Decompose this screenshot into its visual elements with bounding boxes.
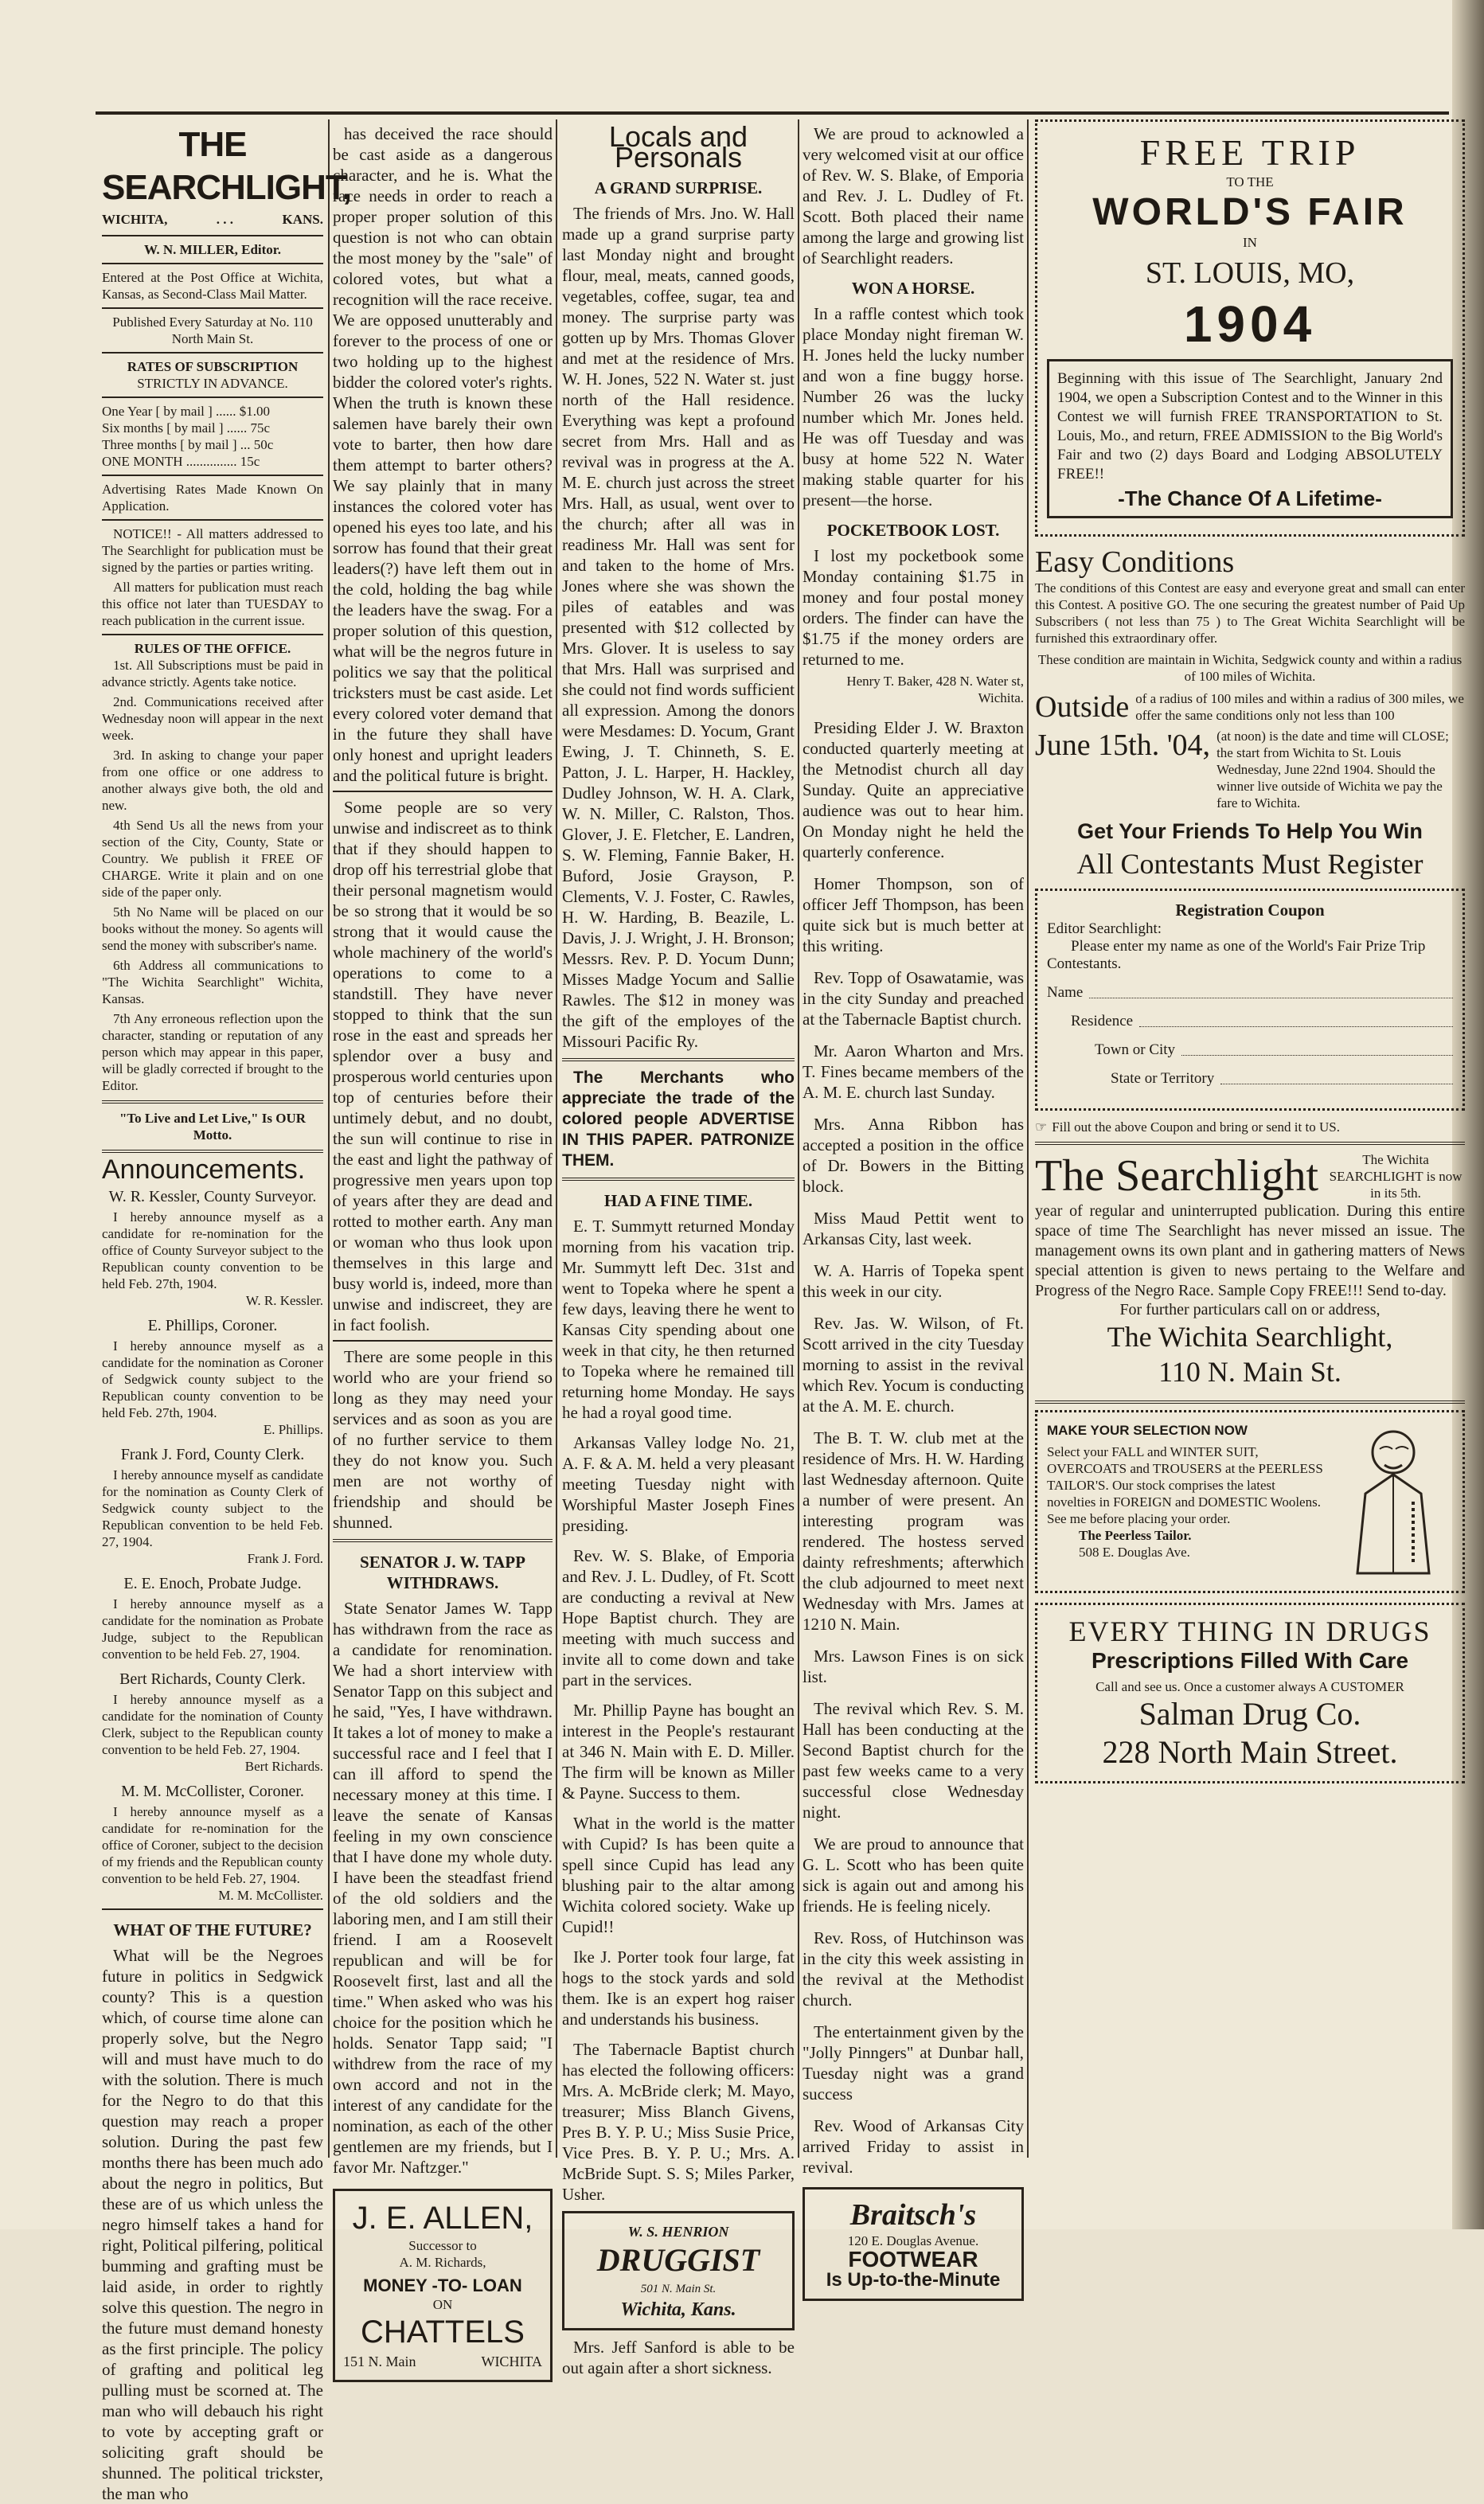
field-label: Name: [1047, 984, 1084, 1001]
candidate-signature: Bert Richards.: [244, 1759, 323, 1774]
june-text: (at noon) is the date and time will CLOSE; the start from Wichita to St. Louis Wednesday, June 22nd 1904. Should the winner live outside of Wichita we pay the fare to Wichita.: [1216, 729, 1449, 811]
coupon-field-state[interactable]: [1047, 1070, 1453, 1088]
allen-address-row: [343, 2351, 542, 2372]
field-label: State or Territory: [1111, 1070, 1215, 1087]
local-item: Ike J. Porter took four large, fat hogs to the stock yards and sold them. Ike is an expert hog raiser and understands his business.: [562, 1947, 795, 2029]
drug-title: EVERY THING IN DRUGS: [1068, 1615, 1431, 1647]
rate-item: Six months [ by mail ] ...... 75c: [102, 420, 271, 436]
column-2: [333, 123, 553, 2369]
searchlight-ad-title: The Searchlight: [1035, 1151, 1319, 1201]
candidate-name: E. E. Enoch, Probate Judge.: [123, 1575, 302, 1592]
finetime-title: HAD A FINE TIME.: [603, 1191, 753, 1210]
allen-successor: Successor to: [408, 2238, 477, 2253]
local-item: Rev. Jas. W. Wilson, of Ft. Scott arrived in the city Tuesday morning to assist in the revival which Rev. Yocum is conducting at the A. M. E. church.: [803, 1314, 1024, 1416]
announcements-title: Announcements.: [102, 1154, 306, 1185]
local-item: Rev. W. S. Blake, of Emporia and Rev. J. L. Dudley, of Ft. Scott are conducting a revival at New Hope Baptist church. They are meeting with much success and invite all to come down and take part in the services.: [562, 1546, 795, 1690]
easy-row: [1035, 545, 1465, 580]
column-rule: [556, 119, 557, 2158]
pocket-title: POCKETBOOK LOST.: [826, 521, 1000, 540]
candidate-name: W. R. Kessler, County Surveyor.: [108, 1188, 317, 1205]
field-line[interactable]: [1139, 1013, 1453, 1027]
future-continued: has deceived the race should be cast aside as a dangerous character, and he is. What the race needs in order to reach a proper proper solution of this question is not who can obtain the most money by the "sale" of colored votes, but what a recognition will the race receive. We are opposed unutterably and forever to the process of one or two holding up to the highest bidder the colored voter's rights. When the truth is known these salemen have barely their own vote to barter, then how dare them attempt to barter others? We say plainly that in many instances the colored voter has opened his eyes too late, and his sorrow has found that their great leaders(?) have left them out in the cold, holding the bag while the leaders have the swag. For a proper solution of this question, what will be the negros future in politics we say that the political tricksters must be cast aside. Let every colored voter demand that in the future they shall have only honest and upright leaders and the political future is bright.: [333, 124, 553, 785]
searchlight-ad-head: [1035, 1151, 1465, 1201]
column-4: [803, 123, 1024, 2291]
candidate-text: I hereby announce myself as a candidate for the nomination as Coroner of Sedgwick county subject to the Republican county convention to be held Feb. 27th, 1904.: [102, 1338, 323, 1420]
local-item: Rev. Wood of Arkansas City arrived Friday to assist in revival.: [803, 2116, 1024, 2177]
candidate-signature: W. R. Kessler.: [245, 1293, 323, 1308]
drug-ad: [1035, 1603, 1465, 1783]
fill-text: Fill out the above Coupon and bring or send it to US.: [1052, 1119, 1340, 1135]
masthead-location: [102, 209, 323, 230]
coupon-text: Please enter my name as one of the World's Fair Prize Trip Contestants.: [1047, 938, 1426, 972]
in-text: IN: [1243, 235, 1257, 250]
rate-item: One Year [ by mail ] ...... $1.00: [102, 404, 271, 419]
candidate-name: Bert Richards, County Clerk.: [119, 1670, 306, 1688]
allen-prev: A. M. Richards,: [399, 2255, 486, 2270]
notice-text: All matters for publication must reach this office not later than TUESDAY to reach publication in the current issue.: [102, 580, 323, 628]
local-item: The Tabernacle Baptist church has elected the following officers: Mrs. A. McBride clerk; M. Mayo, treasurer; Miss Blanch Givens, Pres B. Y. P. U.; Miss Susie Price, Vice Pres. B. Y. P. U.; Mrs. A. McBride Supt. S. S; Miles Parker, Usher.: [562, 2040, 795, 2204]
coupon-field-name[interactable]: [1047, 984, 1453, 1002]
editor-line: W. N. MILLER, Editor.: [143, 242, 282, 257]
searchlight-ad-text: year of regular and uninterrupted publication. During this entire space of time The Searchlight has never missed an issue. The management owns its own plant and in gathering matters of News special attention is given to news pertaing to the Welfare and Progress of the Negro Race. Sample Copy FREE!!! Send to-day.: [1035, 1202, 1465, 1299]
outside-row: [1035, 689, 1465, 725]
rule-item: 5th No Name will be placed on our books without the money. So agents will send the money with subscriber's name.: [102, 904, 323, 953]
to-the: TO THE: [1226, 174, 1274, 189]
local-item: The revival which Rev. S. M. Hall has been conducting at the Second Baptist church for the past few weeks came to a very successful close Wednesday night.: [803, 1699, 1024, 1822]
searchlight-ad-further: For further particulars call on or address,: [1119, 1301, 1381, 1318]
register-text: All Contestants Must Register: [1076, 848, 1423, 880]
local-item: Mrs. Anna Ribbon has accepted a position in the office of Dr. Bowers in the Bitting block.: [803, 1115, 1024, 1196]
coupon-to: Editor Searchlight:: [1047, 920, 1162, 937]
rule-item: 1st. All Subscriptions must be paid in advance strictly. Agents take notice.: [102, 658, 323, 689]
chance-text: -The Chance Of A Lifetime-: [1118, 486, 1382, 510]
local-item: The entertainment given by the "Jolly Pinngers" at Dunbar hall, Tuesday night was a grand success: [803, 2022, 1024, 2104]
allen-on: ON: [432, 2297, 453, 2312]
rates-title: RATES OF SUBSCRIPTION: [127, 359, 299, 374]
published-notice: Published Every Saturday at No. 110 North Main St.: [112, 314, 313, 346]
local-item: Presiding Elder J. W. Braxton conducted quarterly meeting at the Metnodist church all day Sunday. Quite an appreciative audience was out to hear him. On Monday night he held the quarterly conference.: [803, 718, 1024, 861]
tailor-address: 508 E. Douglas Ave.: [1079, 1545, 1190, 1560]
local-item: Mr. Aaron Wharton and Mrs. T. Fines became members of the A. M. E. church last Sunday.: [803, 1041, 1024, 1102]
contest-text: Beginning with this issue of The Searchlight, January 2nd 1904, we open a Subscription Contest and to the Winner in this Contest we will furnish FREE TRANSPORTATION to St. Louis, Mo., and return, FREE ADMISSION to the Big World's Fair and two (2) days Board and Lodging ABSOLUTELY FREE!!: [1057, 370, 1443, 482]
candidate-name: M. M. McCollister, Coroner.: [121, 1783, 304, 1800]
june-row: [1035, 728, 1465, 811]
local-item: What in the world is the matter with Cupid? Is has been quite a spell since Cupid has lead any blushing pair to the altar among Wichita colored society. Wake up Cupid!!: [562, 1814, 795, 1936]
notice-text: NOTICE!! - All matters addressed to The Searchlight for publication must be signed by the parties or parties writing.: [102, 526, 323, 575]
candidate-text: I hereby announce myself as a candidate for the nomination as Probate Judge, subject to the Republican convention to be held Feb. 27, 1904.: [102, 1596, 323, 1662]
braitsch-ad: [803, 2187, 1024, 2301]
candidate-name: Frank J. Ford, County Clerk.: [120, 1446, 305, 1463]
allen-city: WICHITA: [481, 2354, 542, 2369]
city-text: ST. LOUIS, MO,: [1145, 256, 1355, 290]
column-rule: [328, 119, 330, 2158]
druggist-name: W. S. HENRION: [627, 2224, 729, 2240]
candidate-signature: E. Phillips.: [263, 1422, 323, 1437]
article-text: There are some people in this world who are your friend so long as they may need your services and as soon as you are of no further service to them they do not know you. Such men are not worthy of friendship and should be shunned.: [333, 1347, 553, 1532]
tailor-text-block: [1047, 1422, 1327, 1581]
rate-item: Three months [ by mail ] ... 50c: [102, 437, 274, 452]
sanford-note: Mrs. Jeff Sanford is able to be out again after a short sickness.: [562, 2338, 795, 2377]
masthead-state: KANS.: [282, 212, 323, 227]
tailor-text: Select your FALL and WINTER SUIT, OVERCOATS and TROUSERS at the PEERLESS TAILOR'S. Our stock comprises the latest novelties in FOREIGN and DOMESTIC Woolens. See me before placing your order.: [1047, 1444, 1323, 1526]
allen-address: 151 N. Main: [343, 2354, 416, 2369]
drug-call: Call and see us. Once a customer always A CUSTOMER: [1095, 1679, 1404, 1694]
future-text: What will be the Negroes future in politics in Sedgwick county? This is a question which, of course time alone can properly solve, but the Negro will and must have much to do with the solution. There is much for the Negro to do that this question may reach a proper solution. During the past few months there has been much ado about the negro in politics, But these are of us which unless the negro himself takes a hand for right, Political pilfering, political bumming and grafting must be laid aside, in order to rightly solve this question. The negro in the future must demand honesty as the first principle. The policy of grafting and political leg pulling must be scorned at. The man who will debauch his right to vote by accepting graft or soliciting graft should be shunned. The political trickster, the man who: [102, 1946, 323, 2503]
tailor-head: MAKE YOUR SELECTION NOW: [1047, 1423, 1248, 1438]
rate-item: ONE MONTH ............... 15c: [102, 454, 260, 469]
candidate-text: I hereby announce myself as a candidate for re-nomination for the office of Coroner, subject to the decision of my friends and the Republican county convention to be held Feb. 27, 1904.: [102, 1804, 323, 1886]
coupon-field-residence[interactable]: [1047, 1013, 1453, 1030]
tailor-ad: [1035, 1410, 1465, 1593]
druggist-title: DRUGGIST: [596, 2242, 760, 2278]
candidate-name: E. Phillips, Coroner.: [147, 1317, 278, 1334]
masthead-title: THE SEARCHLIGHT,: [102, 125, 352, 207]
candidate-text: I hereby announce myself as a candidate for re-nomination for the office of County Surveyor subject to the Republican county convention to be held Feb. 27th, 1904.: [102, 1209, 323, 1291]
druggist-city: Wichita, Kans.: [620, 2299, 736, 2320]
entered-notice: Entered at the Post Office at Wichita, Kansas, as Second-Class Mail Matter.: [102, 270, 323, 302]
drug-sub: Prescriptions Filled With Care: [1091, 1648, 1409, 1673]
searchlight-ad-name: The Wichita Searchlight,: [1107, 1321, 1393, 1353]
braitsch-name: Braitsch's: [849, 2198, 977, 2232]
contest-box: [1047, 359, 1453, 518]
field-line[interactable]: [1089, 984, 1453, 998]
allen-chattels: CHATTELS: [361, 2315, 525, 2350]
allen-name: J. E. ALLEN,: [352, 2201, 533, 2236]
henrion-ad: [562, 2211, 795, 2330]
searchlight-ad-side: The Wichita SEARCHLIGHT is now in its 5th.: [1329, 1152, 1463, 1201]
drug-address: 228 North Main Street.: [1102, 1734, 1398, 1770]
allen-ad: [333, 2189, 553, 2382]
local-item: Homer Thompson, son of officer Jeff Thompson, has been quite sick but is much better at this writing.: [803, 874, 1024, 955]
searchlight-ad-address: 110 N. Main St.: [1158, 1356, 1341, 1388]
surprise-text: The friends of Mrs. Jno. W. Hall made up a grand surprise party last Monday night and brought flour, meal, meats, canned goods, vegetables, coffee, sugar, tea and money. The surprise party was gotten up by Mrs. Thomas Glover and met at the residence of Mrs. W. H. Jones, 522 N. Water st. just north of the Hall residence. Everything was kept a profound secret from Mrs. Hall and as revival was in progress at the A. M. E. church just across the street Mrs. Hall, as usual, went over to the church; after all was in readiness Mr. Hall was sent for and taken to the home of Mrs. Jones where she was shown the piles of eatables and was presented with $12 collected by Mrs. Glover. It is useless to say that Mrs. Hall was surprised and she could not find words sufficient all expression. Among the donors were Mesdames: D. Yocum, Grant Ewing, J. T. Chinneth, S. E. Patton, J. L. Harper, H. Hackley, Dudley Johnson, W. H. A. Clark, W. N. Miller, C. Ralston, Thos. Glover, J. E. Fletcher, E. Landren, S. W. Fleming, Fannie Baker, H. Buford, Josie Grayson, P. Clements, V. J. Foster, C. Rawles, H. W. Harding, B. Beazile, L. Davis, J. J. Wright, J. H. Bronson; Messrs. Rev. P. D. Yocum Dunn; Misses Madge Yocum and Sallie Rawles. The $12 in money was the gift of the employes of the Missouri Pacific Ry.: [562, 204, 795, 1051]
column-rule: [798, 119, 799, 2158]
masthead-dots: . . .: [216, 212, 234, 227]
future-title: WHAT OF THE FUTURE?: [113, 1920, 312, 1940]
drug-name: Salman Drug Co.: [1138, 1696, 1361, 1732]
contest-column: [1035, 119, 1465, 1783]
tailor-illustration: [1334, 1422, 1453, 1581]
column-rule: [1027, 119, 1029, 2158]
pocket-text: I lost my pocketbook some Monday containing $1.75 in money and four postal money orders. The finder can have the $1.75 if the money orders are returned to me.: [803, 546, 1024, 669]
candidate-text: I hereby announce myself as candidate for the nomination as County Clerk of Sedgwick county subject to the Republican convention to be held Feb. 27, 1904.: [102, 1467, 323, 1549]
local-item: W. A. Harris of Topeka spent this week in our city.: [803, 1261, 1024, 1301]
friends-text: Get Your Friends To Help You Win: [1077, 819, 1423, 843]
pocket-signature: Henry T. Baker, 428 N. Water st, Wichita.: [846, 674, 1024, 705]
tapp-title: SENATOR J. W. TAPP WITHDRAWS.: [360, 1553, 525, 1592]
candidate-text: I hereby announce myself as a candidate for the nomination of County Clerk, subject to the Republican county convention to be held Feb. 27, 1904.: [102, 1692, 323, 1757]
outside-text: of a radius of 100 miles and within a radius of 300 miles, we offer the same conditions only not less than 100: [1135, 691, 1464, 723]
merchants-notice: The Merchants who appreciate the trade of the colored people ADVERTISE IN THIS PAPER. PATRONIZE THEM.: [562, 1068, 795, 1170]
free-trip-box: [1035, 119, 1465, 537]
local-item: Arkansas Valley lodge No. 21, A. F. & A. M. held a very pleasant meeting Tuesday night with Worshipful Master Joseph Fines presiding.: [562, 1433, 795, 1535]
local-item: Mr. Phillip Payne has bought an interest in the People's restaurant at 346 N. Main with E. D. Miller. The firm will be known as Miller & Payne. Success to them.: [562, 1701, 795, 1803]
candidate-signature: M. M. McCollister.: [218, 1888, 323, 1903]
field-label: Residence: [1071, 1013, 1134, 1029]
rule-item: 3rd. In asking to change your paper from one office or one address to another always give both, the old and new.: [102, 748, 323, 813]
surprise-title: A GRAND SURPRISE.: [594, 178, 763, 197]
local-item: Rev. Ross, of Hutchinson was in the city this week assisting in the revival at the Methodist church.: [803, 1928, 1024, 2010]
field-line[interactable]: [1181, 1041, 1453, 1056]
horse-title: WON A HORSE.: [851, 279, 975, 298]
braitsch-address: 120 E. Douglas Avenue.: [847, 2233, 979, 2248]
locals-title: Locals and Personals: [608, 120, 748, 174]
coupon-field-town[interactable]: [1047, 1041, 1453, 1059]
maintain-text: These condition are maintain in Wichita, Sedgwick county and within a radius of 100 miles of Wichita.: [1037, 652, 1463, 684]
advertising-rates: Advertising Rates Made Known On Application.: [102, 482, 323, 514]
field-line[interactable]: [1220, 1070, 1453, 1084]
coupon-title: Registration Coupon: [1175, 900, 1325, 920]
rules-title: RULES OF THE OFFICE.: [134, 641, 291, 656]
easy-text: The conditions of this Contest are easy and everyone great and small can enter this Contest. A positive GO. The one securing the greatest number of Paid Up Subscribers ( not less than 75 ) to The Great Wichita Searchlight will be furnished this extraordinary offer.: [1035, 580, 1465, 646]
braitsch-footwear: FOOTWEAR: [848, 2247, 978, 2272]
outside-title: Outside: [1035, 690, 1130, 724]
rule-item: 7th Any erroneous reflection upon the character, standing or reputation of any person which may appear in this paper, will be gladly corrected if brought to the Editor.: [102, 1011, 323, 1093]
braitsch-tag: Is Up-to-the-Minute: [826, 2269, 1001, 2291]
tailor-signature: The Peerless Tailor.: [1079, 1528, 1192, 1543]
local-item: We are proud to announce that G. L. Scott who has been quite sick is again out and among his friends. He is feeling nicely.: [803, 1834, 1024, 1916]
local-item: Mrs. Lawson Fines is on sick list.: [803, 1647, 1024, 1686]
top-rule: [96, 111, 1449, 115]
allen-money: MONEY -TO- LOAN: [363, 2275, 522, 2295]
local-item: Miss Maud Pettit went to Arkansas City, last week.: [803, 1209, 1024, 1248]
rule-item: 2nd. Communications received after Wednesday noon will appear in the next week.: [102, 694, 323, 743]
local-item: The B. T. W. club met at the residence of Mrs. H. W. Harding last Wednesday afternoon. Quite a number of were present. An interesting program was rendered. The hostess served dainty refreshments; afterwhich the club adjourned to meet next Wednesday with Mrs. James at 1210 N. Main.: [803, 1428, 1024, 1634]
masthead-city: WICHITA,: [102, 212, 168, 227]
rule-item: 4th Send Us all the news from your section of the City, County, State or Country. We publish it FREE OF CHARGE. Write it plain and on one side of the paper only.: [102, 818, 323, 900]
june-title: June 15th. '04,: [1035, 729, 1211, 762]
year-text: 1904: [1183, 295, 1317, 353]
worlds-fair: WORLD'S FAIR: [1092, 191, 1408, 233]
tapp-text: State Senator James W. Tapp has withdrawn from the race as a candidate for renomination. We had a short interview with Senator Tapp on this subject and he said, "Yes, I have withdrawn. It takes a lot of money to make a successful race and I feel that I can ill afford to spend the necessary money at this time. I leave the senate of Kansas feeling in my own conscience that I have done my whole duty. I have been the steadfast friend of the old soldiers and the laboring men, and I am still their friend. I am a Roosevelt republican and will be for Roosevelt first, last and all the time." When asked who was his choice for the position which he holds. Senator Tapp said; "I withdrew from the race of my own accord and not in the interest of any candidate for the nomination, as each of the other gentlemen are my friends, but I favor Mr. Naftzger.": [333, 1599, 553, 2177]
fill-row: [1035, 1119, 1465, 1135]
rule-item: 6th Address all communications to "The Wichita Searchlight" Wichita, Kansas.: [102, 958, 323, 1006]
column-1: [102, 123, 352, 2503]
article-text: Some people are so very unwise and indiscreet as to think that if they should happen to drop off his terrestrial globe that their personal magnetism would be so strong that it would be so strong that it would cause the whole machinery of the world's operations to come to a standstill. They have never stopped to think that the sun rose in the east and spreads her splendor over a busy and prosperous world centuries upon top of centuries before their untimely debut, and no doubt, the sun will continue to rise in the east and light the pathway of progressive men years upon top of years after they are dead and rotted to mother earth. Any man or woman who thus look upon themselves in this large and busy world is, indeed, more than unwise and indiscreet, they are in fact foolish.: [333, 798, 553, 1334]
free-trip-title: FREE TRIP: [1139, 132, 1361, 173]
coupon-box: [1035, 889, 1465, 1111]
field-label: Town or City: [1095, 1041, 1176, 1058]
pointing-hand-icon: ☞: [1035, 1119, 1048, 1135]
finetime-text: E. T. Summytt returned Monday morning from his vacation trip. Mr. Summytt left Dec. 31st and went to Topeka where he spent a few days, leaving there he went to Kansas City spending about one week in that city, he then returned to Topeka where he remained till returning home Monday. He says he had a royal good time.: [562, 1217, 795, 1422]
local-item: We are proud to acknowled a very welcomed visit at our office of Rev. W. S. Blake, of Emporia and Rev. J. L. Dudley of Ft. Scott. Both placed their name among the large and growing list of Searchlight readers.: [803, 124, 1024, 268]
rates-subtitle: STRICTLY IN ADVANCE.: [137, 376, 288, 391]
horse-text: In a raffle contest which took place Monday night fireman W. H. Jones held the lucky number and won a fine buggy horse. Number 26 was the lucky number which Mr. Jones held. He was off Tuesday and was busy at home 522 N. Water making stable quarter for his present—the horse.: [803, 304, 1024, 510]
druggist-address: 501 N. Main St.: [640, 2283, 717, 2295]
local-item: Rev. Topp of Osawatamie, was in the city Sunday and preached at the Tabernacle Baptist church.: [803, 968, 1024, 1029]
candidate-signature: Frank J. Ford.: [247, 1551, 323, 1566]
column-3: [562, 120, 795, 2377]
easy-title: Easy Conditions: [1035, 545, 1235, 579]
motto: "To Live and Let Live," Is OUR Motto.: [119, 1111, 307, 1143]
